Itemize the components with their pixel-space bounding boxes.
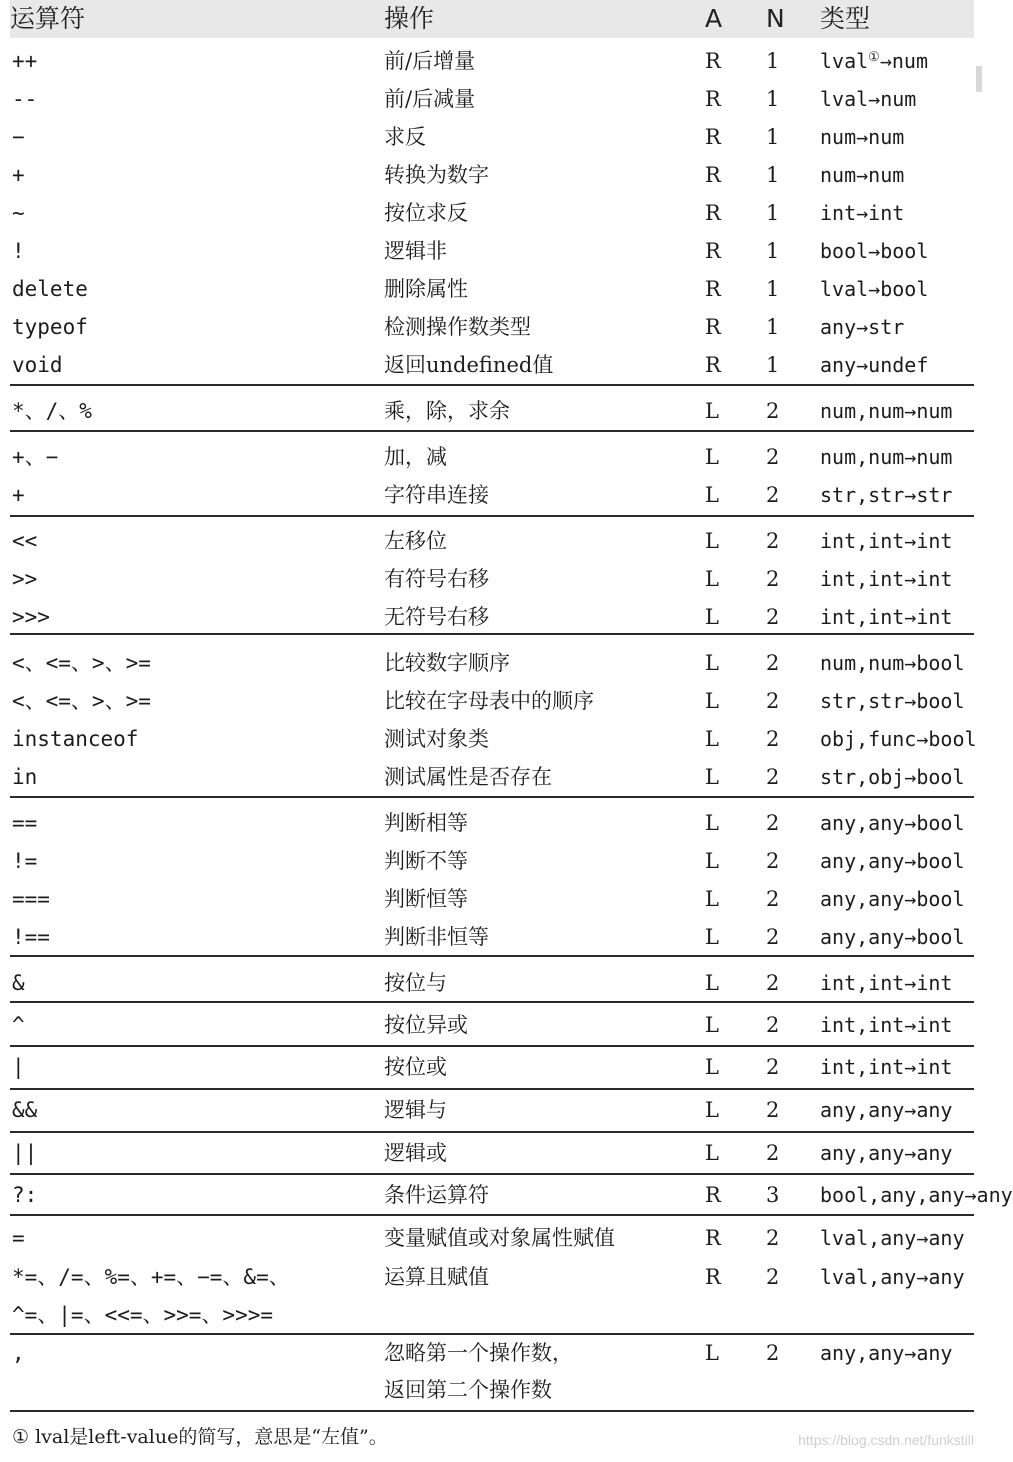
associativity-cell: L xyxy=(705,1013,719,1037)
operand-count-cell: 1 xyxy=(766,277,780,301)
group-separator xyxy=(10,633,974,635)
type-cell: lval→num xyxy=(820,87,917,111)
operand-count-cell: 2 xyxy=(766,399,780,423)
operator-cell: + xyxy=(12,483,25,507)
associativity-cell: R xyxy=(705,1183,721,1207)
type-cell: int,int→int xyxy=(820,971,953,995)
operation-cell: 逻辑与 xyxy=(384,1098,447,1122)
type-cell: num→num xyxy=(820,125,905,149)
operator-cell: >>> xyxy=(12,605,50,629)
operation-cell: 按位异或 xyxy=(384,1013,468,1037)
operation-cell: 判断相等 xyxy=(384,811,468,835)
operand-count-cell: 1 xyxy=(766,315,780,339)
type-cell: lval,any→any xyxy=(820,1265,965,1289)
associativity-cell: R xyxy=(705,125,721,149)
operand-count-cell: 2 xyxy=(766,887,780,911)
operand-count-cell: 1 xyxy=(766,163,780,187)
operation-cell: 删除属性 xyxy=(384,277,468,301)
operand-count-cell: 2 xyxy=(766,1013,780,1037)
associativity-cell: R xyxy=(705,163,721,187)
type-cell: any,any→any xyxy=(820,1341,953,1365)
operator-cell: delete xyxy=(12,277,88,301)
associativity-cell: L xyxy=(705,483,719,507)
associativity-cell: L xyxy=(705,1055,719,1079)
operand-count-cell: 2 xyxy=(766,811,780,835)
operation-cell: 测试对象类 xyxy=(384,727,489,751)
type-cell: int,int→int xyxy=(820,1013,953,1037)
group-separator xyxy=(10,384,974,386)
operator-cell: -- xyxy=(12,87,38,111)
operation-cell: 条件运算符 xyxy=(384,1183,489,1207)
operator-cell: − xyxy=(12,125,25,149)
operator-cell: typeof xyxy=(12,315,88,339)
operand-count-cell: 2 xyxy=(766,925,780,949)
operation-cell: 比较在字母表中的顺序 xyxy=(384,689,594,713)
associativity-cell: R xyxy=(705,1265,721,1289)
type-cell: str,str→bool xyxy=(820,689,965,713)
associativity-cell: L xyxy=(705,651,719,675)
operation-cell: 运算且赋值 xyxy=(384,1265,489,1289)
type-cell: any,any→bool xyxy=(820,925,965,949)
operation-cell: 按位与 xyxy=(384,971,447,995)
associativity-cell: R xyxy=(705,1226,721,1250)
type-cell: any→str xyxy=(820,315,905,339)
operator-cell: = xyxy=(12,1226,25,1250)
operand-count-cell: 1 xyxy=(766,239,780,263)
type-cell: str,obj→bool xyxy=(820,765,965,789)
operand-count-cell: 1 xyxy=(766,125,780,149)
header-operand-count: N xyxy=(766,4,785,33)
operand-count-cell: 2 xyxy=(766,445,780,469)
operator-cell: ~ xyxy=(12,201,25,225)
operand-count-cell: 2 xyxy=(766,529,780,553)
operation-cell: 有符号右移 xyxy=(384,567,489,591)
operator-cell: *=、/=、%=、+=、−=、&=、 xyxy=(12,1265,290,1289)
associativity-cell: R xyxy=(705,201,721,225)
operator-cell: !== xyxy=(12,925,50,949)
type-cell: any,any→bool xyxy=(820,887,965,911)
operand-count-cell: 1 xyxy=(766,87,780,111)
operand-count-cell: 2 xyxy=(766,1265,780,1289)
operand-count-cell: 2 xyxy=(766,849,780,873)
associativity-cell: L xyxy=(705,605,719,629)
type-cell: int,int→int xyxy=(820,605,953,629)
operator-cell: void xyxy=(12,353,63,377)
associativity-cell: L xyxy=(705,765,719,789)
type-cell: any→undef xyxy=(820,353,929,377)
operator-cell: +、− xyxy=(12,445,59,469)
operator-cell: != xyxy=(12,849,38,873)
operation-cell: 判断不等 xyxy=(384,849,468,873)
operand-count-cell: 2 xyxy=(766,1341,780,1365)
operator-cell: in xyxy=(12,765,38,789)
header-operation: 操作 xyxy=(384,4,435,33)
operand-count-cell: 2 xyxy=(766,1055,780,1079)
operator-cell: && xyxy=(12,1098,38,1122)
operator-cell: , xyxy=(12,1341,25,1365)
group-separator xyxy=(10,515,974,517)
watermark: https://blog.csdn.net/funkstill xyxy=(798,1432,974,1448)
group-separator xyxy=(10,1410,974,1412)
group-separator xyxy=(10,1214,974,1216)
operand-count-cell: 1 xyxy=(766,201,780,225)
operation-cell: 判断恒等 xyxy=(384,887,468,911)
header-associativity: A xyxy=(705,4,723,33)
operation-cell: 转换为数字 xyxy=(384,163,489,187)
group-separator xyxy=(10,1333,974,1335)
associativity-cell: L xyxy=(705,1341,719,1365)
associativity-cell: L xyxy=(705,727,719,751)
operation-cell: 判断非恒等 xyxy=(384,925,489,949)
operation-cell: 前/后减量 xyxy=(384,87,476,111)
operand-count-cell: 1 xyxy=(766,353,780,377)
operator-cell: ++ xyxy=(12,49,38,73)
operation-cell: 逻辑非 xyxy=(384,239,447,263)
operation-cell: 左移位 xyxy=(384,529,447,553)
operator-cell: <、<=、>、>= xyxy=(12,689,151,713)
operation-cell: 加，减 xyxy=(384,445,447,469)
associativity-cell: R xyxy=(705,87,721,111)
type-cell: any,any→any xyxy=(820,1141,953,1165)
associativity-cell: L xyxy=(705,925,719,949)
operation-cell: 前/后增量 xyxy=(384,49,476,73)
operator-cell: == xyxy=(12,811,38,835)
operand-count-cell: 1 xyxy=(766,49,780,73)
type-cell: any,any→any xyxy=(820,1098,953,1122)
associativity-cell: R xyxy=(705,49,721,73)
operator-cell: *、/、% xyxy=(12,399,92,423)
header-type: 类型 xyxy=(820,4,871,33)
group-separator xyxy=(10,430,974,432)
operator-cell: instanceof xyxy=(12,727,139,751)
operation-cell: 测试属性是否存在 xyxy=(384,765,552,789)
operation-cell: 逻辑或 xyxy=(384,1141,447,1165)
group-separator xyxy=(10,1173,974,1175)
type-cell: int,int→int xyxy=(820,529,953,553)
operator-cell: >> xyxy=(12,567,38,591)
operation-cell: 按位或 xyxy=(384,1055,447,1079)
group-separator xyxy=(10,1131,974,1133)
operand-count-cell: 2 xyxy=(766,689,780,713)
type-cell: num,num→num xyxy=(820,445,953,469)
footnote: ① lval是left-value的简写，意思是“左值”。 xyxy=(12,1426,388,1448)
operator-cell: + xyxy=(12,163,25,187)
operator-cell: === xyxy=(12,887,50,911)
associativity-cell: R xyxy=(705,239,721,263)
operand-count-cell: 2 xyxy=(766,765,780,789)
associativity-cell: L xyxy=(705,529,719,553)
type-cell: num,num→bool xyxy=(820,651,965,675)
type-cell: lval→bool xyxy=(820,277,929,301)
type-cell: lval,any→any xyxy=(820,1226,965,1250)
type-cell: any,any→bool xyxy=(820,849,965,873)
operator-cell: & xyxy=(12,971,25,995)
operator-cell: ! xyxy=(12,239,25,263)
header-operator: 运算符 xyxy=(10,4,86,33)
operand-count-cell: 2 xyxy=(766,651,780,675)
associativity-cell: R xyxy=(705,315,721,339)
operator-cell: ?: xyxy=(12,1183,38,1207)
type-cell: lval①→num xyxy=(820,49,928,73)
type-cell: bool,any,any→any xyxy=(820,1183,1013,1207)
associativity-cell: L xyxy=(705,887,719,911)
operand-count-cell: 3 xyxy=(766,1183,780,1207)
operand-count-cell: 2 xyxy=(766,727,780,751)
operator-cell: << xyxy=(12,529,38,553)
group-separator xyxy=(10,955,974,957)
group-separator xyxy=(10,1045,974,1047)
associativity-cell: R xyxy=(705,277,721,301)
associativity-cell: L xyxy=(705,399,719,423)
associativity-cell: L xyxy=(705,1141,719,1165)
operation-cell: 字符串连接 xyxy=(384,483,489,507)
associativity-cell: R xyxy=(705,353,721,377)
operation-cell: 乘，除，求余 xyxy=(384,399,510,423)
operation-cell: 按位求反 xyxy=(384,201,468,225)
group-separator xyxy=(10,1001,974,1003)
associativity-cell: L xyxy=(705,811,719,835)
operation-cell-line2: 返回第二个操作数 xyxy=(384,1378,552,1402)
operator-cell: || xyxy=(12,1141,38,1165)
type-cell: any,any→bool xyxy=(820,811,965,835)
operator-cell: ^ xyxy=(12,1013,25,1037)
operation-cell: 返回undefined值 xyxy=(384,353,554,377)
associativity-cell: L xyxy=(705,567,719,591)
operator-cell: <、<=、>、>= xyxy=(12,651,151,675)
operation-cell: 忽略第一个操作数， xyxy=(384,1341,573,1365)
operand-count-cell: 2 xyxy=(766,483,780,507)
operand-count-cell: 2 xyxy=(766,1141,780,1165)
operand-count-cell: 2 xyxy=(766,567,780,591)
operand-count-cell: 2 xyxy=(766,971,780,995)
operand-count-cell: 2 xyxy=(766,1098,780,1122)
associativity-cell: L xyxy=(705,849,719,873)
scrollbar-thumb[interactable] xyxy=(976,66,982,92)
type-cell: num→num xyxy=(820,163,905,187)
type-cell: int,int→int xyxy=(820,1055,953,1079)
associativity-cell: L xyxy=(705,971,719,995)
footnote-marker: ① xyxy=(868,50,880,65)
operation-cell: 检测操作数类型 xyxy=(384,315,531,339)
operation-cell: 无符号右移 xyxy=(384,605,489,629)
associativity-cell: L xyxy=(705,1098,719,1122)
associativity-cell: L xyxy=(705,689,719,713)
operator-cell-line2: ^=、|=、<<=、>>=、>>>= xyxy=(12,1303,274,1327)
associativity-cell: L xyxy=(705,445,719,469)
operand-count-cell: 2 xyxy=(766,1226,780,1250)
type-cell: str,str→str xyxy=(820,483,953,507)
type-cell: int,int→int xyxy=(820,567,953,591)
operation-cell: 变量赋值或对象属性赋值 xyxy=(384,1226,615,1250)
operation-cell: 比较数字顺序 xyxy=(384,651,510,675)
type-cell: bool→bool xyxy=(820,239,929,263)
group-separator xyxy=(10,1088,974,1090)
type-cell: int→int xyxy=(820,201,905,225)
group-separator xyxy=(10,796,974,798)
operation-cell: 求反 xyxy=(384,125,426,149)
operator-cell: | xyxy=(12,1055,25,1079)
operand-count-cell: 2 xyxy=(766,605,780,629)
type-cell: num,num→num xyxy=(820,399,953,423)
type-cell: obj,func→bool xyxy=(820,727,977,751)
